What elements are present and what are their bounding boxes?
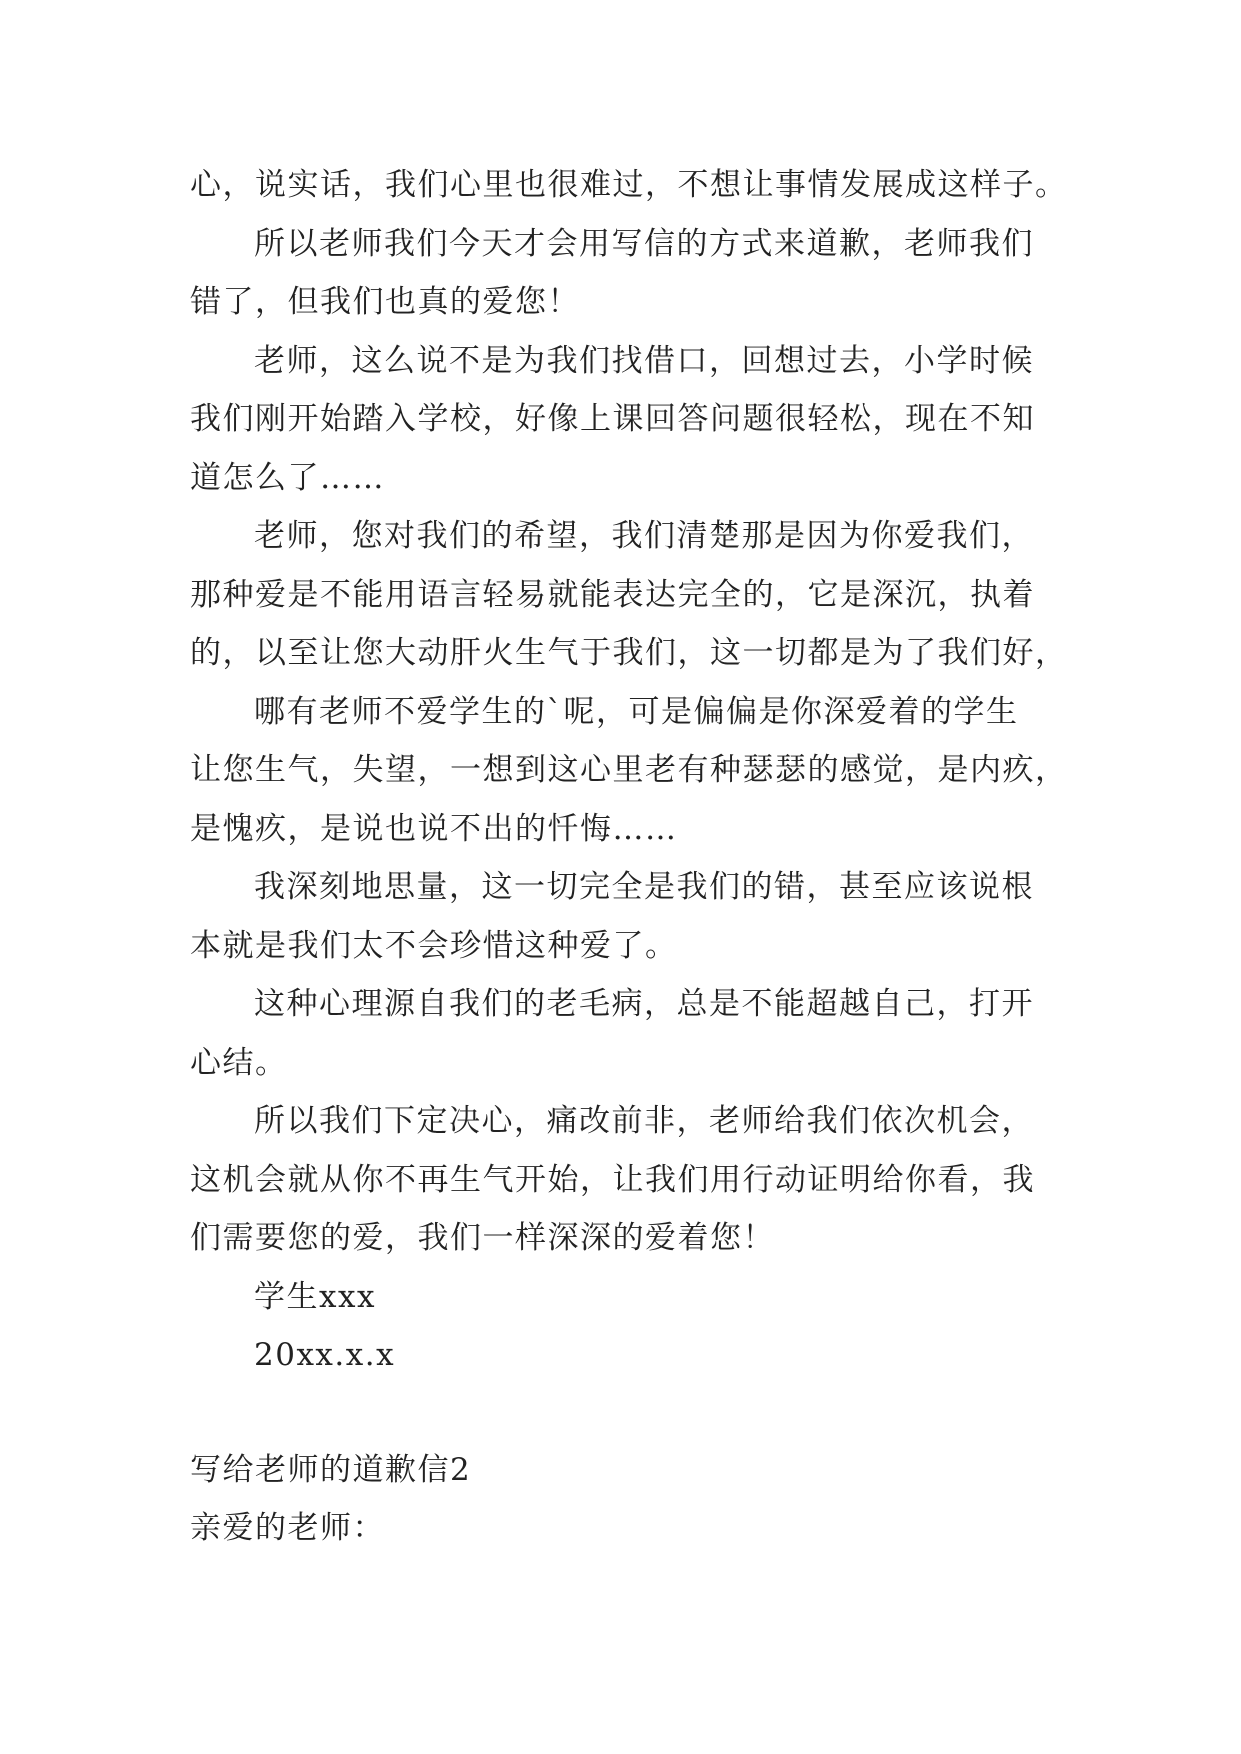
text-line: 我们刚开始踏入学校，好像上课回答问题很轻松，现在不知: [190, 401, 1035, 437]
text-line: 的，以至让您大动肝火生气于我们，这一切都是为了我们好，: [190, 635, 1068, 671]
date: 20xx.x.x: [254, 1337, 396, 1373]
paragraph-start: 老师，这么说不是为我们找借口，回想过去，小学时候: [254, 342, 1034, 379]
paragraph-start: 哪有老师不爱学生的`呢，可是偏偏是你深爱着的学生: [254, 693, 1019, 730]
paragraph-start: 这种心理源自我们的老毛病，总是不能超越自己，打开: [254, 986, 1034, 1022]
text-line: 错了，但我们也真的爱您！: [190, 284, 580, 320]
signature: 学生xxx: [254, 1278, 376, 1315]
text-line: 是愧疚，是说也说不出的忏悔……: [190, 810, 678, 847]
text-line: 们需要您的爱，我们一样深深的爱着您！: [190, 1220, 775, 1256]
text-line: 本就是我们太不会珍惜这种爱了。: [190, 927, 678, 964]
section-gap: [190, 1385, 1070, 1441]
letter-body: [190, 156, 1070, 1558]
paragraph-start: 所以老师我们今天才会用写信的方式来道歉，老师我们: [254, 225, 1034, 262]
text-line: 让您生气，失望，一想到这心里老有种瑟瑟的感觉，是内疚，: [190, 752, 1068, 788]
text-line: 心结。: [190, 1044, 288, 1081]
paragraph-start: 老师，您对我们的希望，我们清楚那是因为你爱我们，: [254, 518, 1034, 554]
text-line: 这机会就从你不再生气开始，让我们用行动证明给你看，我: [190, 1161, 1035, 1198]
paragraph-start: 所以我们下定决心，痛改前非，老师给我们依次机会，: [254, 1103, 1034, 1139]
salutation: 亲爱的老师：: [190, 1510, 385, 1546]
text-line: 心，说实话，我们心里也很难过，不想让事情发展成这样子。: [190, 167, 1068, 203]
text-line: 那种爱是不能用语言轻易就能表达完全的，它是深沉，执着: [190, 576, 1035, 613]
paragraph-start: 我深刻地思量，这一切完全是我们的错，甚至应该说根: [254, 869, 1034, 905]
text-line: 道怎么了……: [190, 459, 385, 496]
section-title: 写给老师的道歉信2: [190, 1451, 472, 1488]
